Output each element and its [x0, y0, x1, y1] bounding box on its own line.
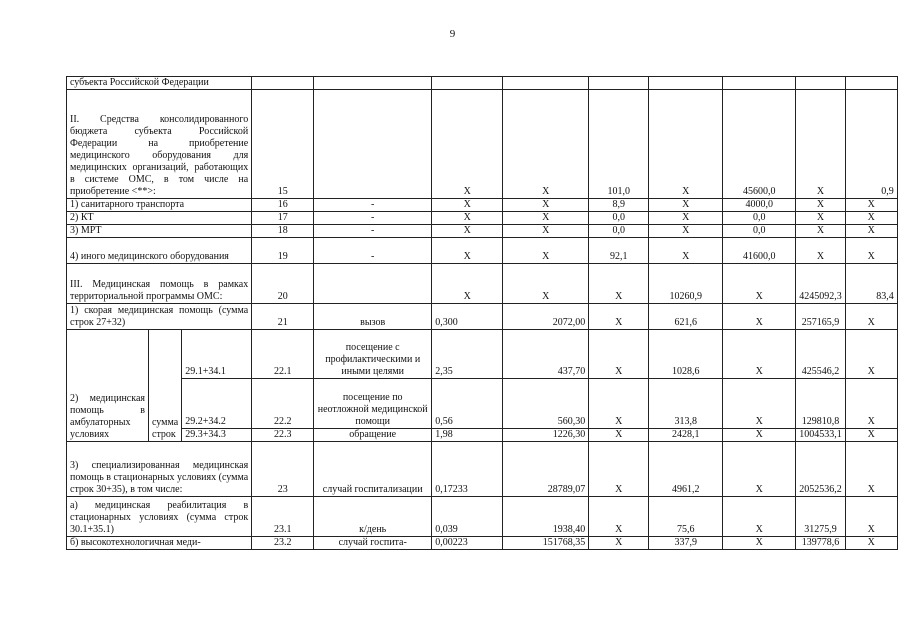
- cell: 0,0: [589, 212, 649, 225]
- row-name: б) высокотехнологичная меди-: [67, 537, 252, 550]
- row-name: 2) медицинская помощь в амбулаторных условиях: [67, 330, 149, 442]
- cell: X: [432, 264, 503, 304]
- cell: X: [503, 264, 589, 304]
- cell: X: [796, 238, 846, 264]
- cell: 129810,8: [796, 379, 846, 429]
- cell: 83,4: [845, 264, 897, 304]
- table-row: [67, 537, 898, 550]
- cell: X: [723, 264, 796, 304]
- formula: 29.3+34.3: [182, 429, 252, 442]
- cell: 0,039: [432, 497, 503, 537]
- cell: -: [314, 225, 432, 238]
- cell: X: [432, 199, 503, 212]
- row-number: 15: [252, 90, 314, 199]
- table-row: [67, 442, 898, 497]
- cell: X: [589, 379, 649, 429]
- cell: 4961,2: [649, 442, 723, 497]
- row-number: 18: [252, 225, 314, 238]
- cell: 425546,2: [796, 330, 846, 379]
- cell: 4245092,3: [796, 264, 846, 304]
- cell: 31275,9: [796, 497, 846, 537]
- sum-label: сумма строк: [149, 330, 182, 442]
- cell: 2428,1: [649, 429, 723, 442]
- row-name: 3) специализированная медицинская помощь в стационарных условиях (сумма строк 30+35), в том числе:: [67, 442, 252, 497]
- cell: -: [314, 238, 432, 264]
- cell: X: [796, 212, 846, 225]
- cell: 151768,35: [503, 537, 589, 550]
- cell: X: [845, 497, 897, 537]
- cell: X: [649, 199, 723, 212]
- cell: X: [649, 238, 723, 264]
- cell: 0,300: [432, 304, 503, 330]
- cell: 313,8: [649, 379, 723, 429]
- table-row: [67, 212, 898, 225]
- cell: X: [503, 225, 589, 238]
- cell: X: [845, 304, 897, 330]
- cell: 28789,07: [503, 442, 589, 497]
- cell: -: [314, 199, 432, 212]
- table-row: [67, 77, 898, 90]
- row-name: 2) КТ: [67, 212, 252, 225]
- cell: X: [723, 330, 796, 379]
- cell: 0,17233: [432, 442, 503, 497]
- table-row: [67, 90, 898, 199]
- cell: 4000,0: [723, 199, 796, 212]
- cell: 2,35: [432, 330, 503, 379]
- row-name: II. Средства консолидированного бюджета субъекта Российской Федерации на приобретение медицинского оборудования для медицинских организаций, работающих в системе ОМС, в том числе на приобретение <**>:: [67, 90, 252, 199]
- cell: 337,9: [649, 537, 723, 550]
- cell: 92,1: [589, 238, 649, 264]
- cell: X: [503, 90, 589, 199]
- cell: X: [845, 212, 897, 225]
- table-row: [67, 225, 898, 238]
- cell: X: [723, 537, 796, 550]
- cell: X: [432, 212, 503, 225]
- cell: 1,98: [432, 429, 503, 442]
- cell: 41600,0: [723, 238, 796, 264]
- cell: X: [796, 90, 846, 199]
- table-row: [67, 304, 898, 330]
- row-name: 1) санитарного транспорта: [67, 199, 252, 212]
- row-number: 22.3: [252, 429, 314, 442]
- cell: X: [589, 264, 649, 304]
- cell: 139778,6: [796, 537, 846, 550]
- cell: 101,0: [589, 90, 649, 199]
- cell: -: [314, 212, 432, 225]
- cell: X: [503, 212, 589, 225]
- cell: X: [589, 429, 649, 442]
- cell: X: [845, 330, 897, 379]
- cell: X: [649, 212, 723, 225]
- cell: 257165,9: [796, 304, 846, 330]
- cell: 0,0: [723, 212, 796, 225]
- row-name: субъекта Российской Федерации: [67, 77, 252, 90]
- cell: 1004533,1: [796, 429, 846, 442]
- cell: X: [723, 429, 796, 442]
- page-number: 9: [449, 28, 456, 40]
- table-row: [67, 330, 898, 379]
- cell: посещение по неотложной медицинской помощи: [314, 379, 432, 429]
- cell: 621,6: [649, 304, 723, 330]
- cell: X: [589, 537, 649, 550]
- cell: X: [845, 238, 897, 264]
- row-number: 23.2: [252, 537, 314, 550]
- row-name: 3) МРТ: [67, 225, 252, 238]
- row-number: 22.2: [252, 379, 314, 429]
- table-row: [67, 429, 898, 442]
- row-number: 16: [252, 199, 314, 212]
- cell: 437,70: [503, 330, 589, 379]
- cell: X: [845, 199, 897, 212]
- cell: X: [796, 199, 846, 212]
- cell: 0,9: [845, 90, 897, 199]
- row-name: 4) иного медицинского оборудования: [67, 238, 252, 264]
- formula: 29.2+34.2: [182, 379, 252, 429]
- row-number: 23.1: [252, 497, 314, 537]
- cell: X: [503, 199, 589, 212]
- cell: 45600,0: [723, 90, 796, 199]
- cell: к/день: [314, 497, 432, 537]
- cell: 0,0: [723, 225, 796, 238]
- cell: X: [845, 442, 897, 497]
- table-row: [67, 264, 898, 304]
- cell: 2052536,2: [796, 442, 846, 497]
- cell: вызов: [314, 304, 432, 330]
- cell: 0,00223: [432, 537, 503, 550]
- cell: X: [432, 238, 503, 264]
- row-name: а) медицинская реабилитация в стационарных условиях (сумма строк 30.1+35.1): [67, 497, 252, 537]
- row-name: 1) скорая медицинская помощь (сумма строк 27+32): [67, 304, 252, 330]
- cell: X: [845, 537, 897, 550]
- cell: 1226,30: [503, 429, 589, 442]
- cell: X: [723, 497, 796, 537]
- formula: 29.1+34.1: [182, 330, 252, 379]
- cell: 0,0: [589, 225, 649, 238]
- cell: X: [589, 497, 649, 537]
- cell: X: [649, 225, 723, 238]
- table-row: [67, 497, 898, 537]
- cell: X: [723, 379, 796, 429]
- cell: 1028,6: [649, 330, 723, 379]
- row-number: 17: [252, 212, 314, 225]
- cell: X: [845, 225, 897, 238]
- cell: случай госпитализации: [314, 442, 432, 497]
- row-number: 23: [252, 442, 314, 497]
- row-number: 19: [252, 238, 314, 264]
- cell: 560,30: [503, 379, 589, 429]
- cell: посещение с профилактическими и иными целями: [314, 330, 432, 379]
- cell: X: [796, 225, 846, 238]
- cell: X: [649, 90, 723, 199]
- cell: X: [503, 238, 589, 264]
- cell: X: [589, 442, 649, 497]
- row-number: 20: [252, 264, 314, 304]
- row-number: 22.1: [252, 330, 314, 379]
- cell: 0,56: [432, 379, 503, 429]
- cell: случай госпита-: [314, 537, 432, 550]
- cell: X: [845, 429, 897, 442]
- cell: X: [845, 379, 897, 429]
- row-number: 21: [252, 304, 314, 330]
- cell: X: [432, 90, 503, 199]
- cell: X: [589, 330, 649, 379]
- budget-table: [66, 76, 898, 550]
- cell: X: [723, 304, 796, 330]
- cell: 75,6: [649, 497, 723, 537]
- table-row: [67, 238, 898, 264]
- cell: X: [432, 225, 503, 238]
- cell: 10260,9: [649, 264, 723, 304]
- row-name: III. Медицинская помощь в рамках территориальной программы ОМС:: [67, 264, 252, 304]
- cell: обращение: [314, 429, 432, 442]
- cell: 1938,40: [503, 497, 589, 537]
- table-row: [67, 379, 898, 429]
- cell: X: [589, 304, 649, 330]
- cell: 2072,00: [503, 304, 589, 330]
- cell: X: [723, 442, 796, 497]
- table-row: [67, 199, 898, 212]
- cell: 8,9: [589, 199, 649, 212]
